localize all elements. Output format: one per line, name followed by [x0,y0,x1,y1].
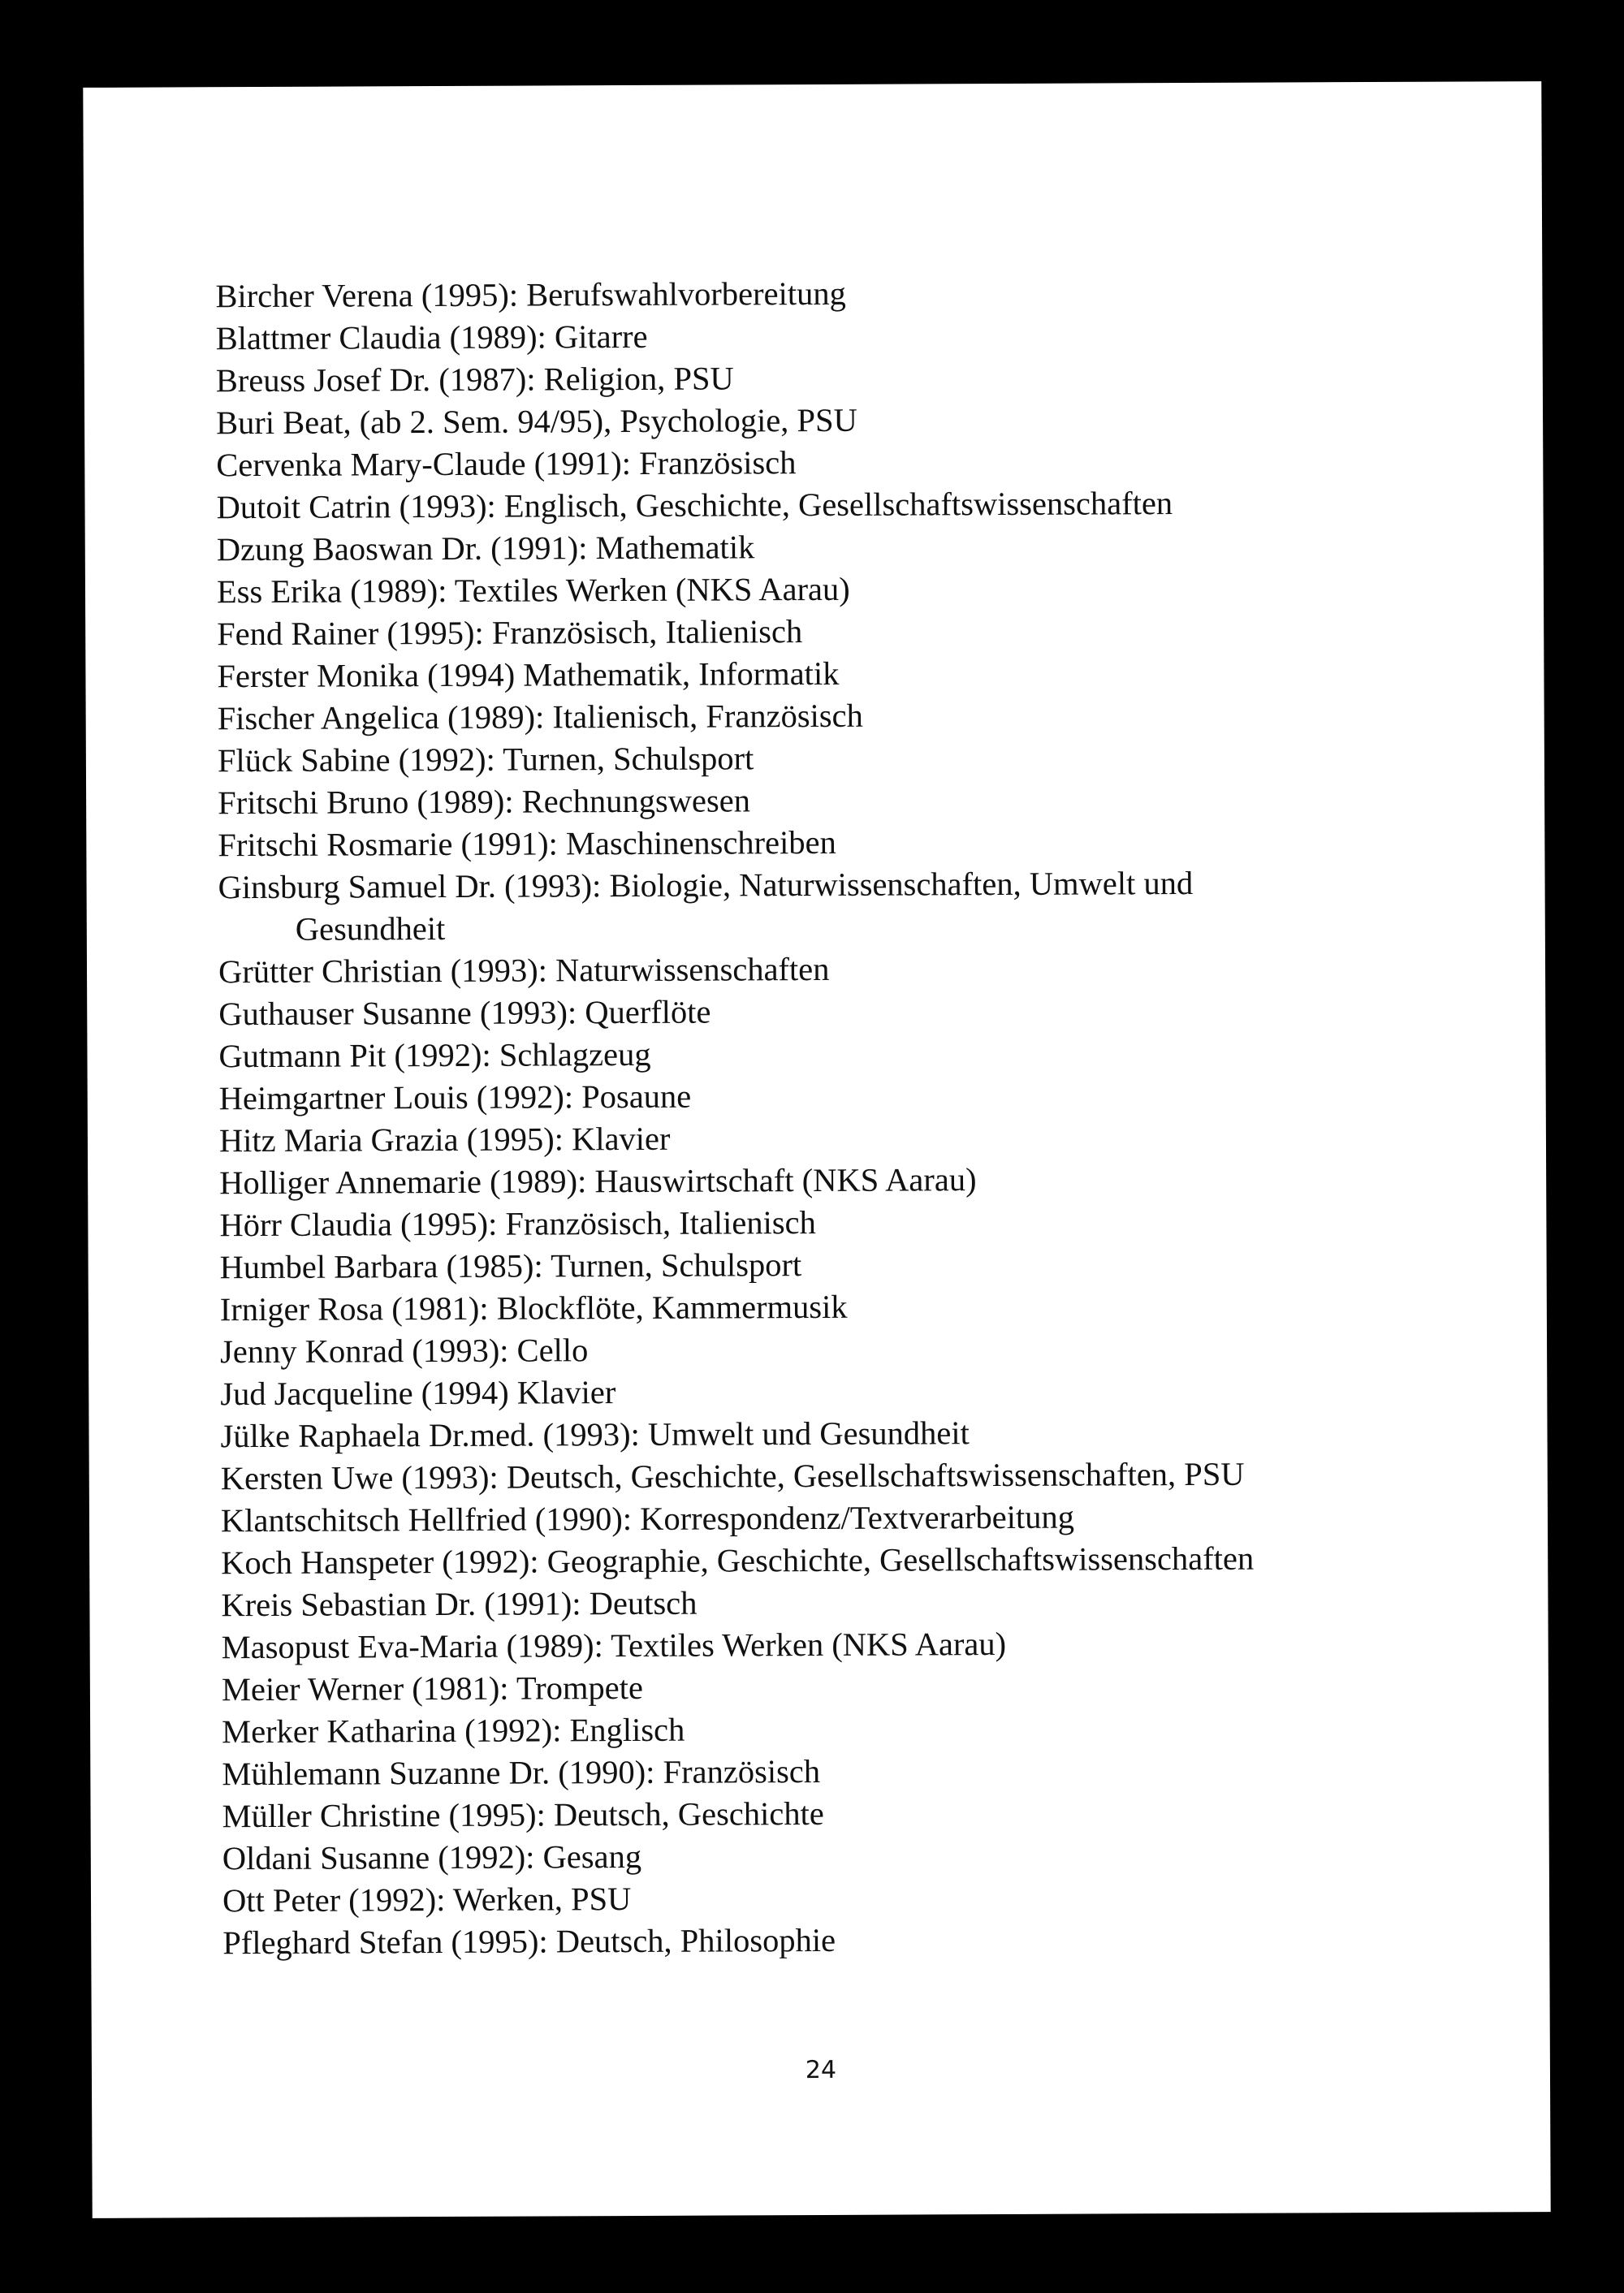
entry-text: Flück Sabine (1992): Turnen, Schulsport [217,740,754,779]
entry-text: Humbel Barbara (1985): Turnen, Schulsport [219,1246,802,1286]
entry-text: Jülke Raphaela Dr.med. (1993): Umwelt und Gesundheit [220,1414,970,1455]
list-item [222,1747,1488,1795]
entry-text: Kersten Uwe (1993): Deutsch, Geschichte, Gesellschaftswissenschaften, PSU [220,1455,1245,1497]
entry-text: Hitz Maria Grazia (1995): Klavier [218,1120,671,1159]
entry-text: Müller Christine (1995): Deutsch, Geschichte [222,1794,824,1835]
entry-text: Pfleghard Stefan (1995): Deutsch, Philosophie [222,1921,836,1962]
list-item [216,396,1483,444]
list-item [216,312,1483,360]
list-item [221,1494,1488,1542]
entry-text: Fritschi Rosmarie (1991): Maschinenschreiben [218,823,836,864]
list-item [218,987,1485,1035]
entry-text: Klantschitsch Hellfried (1990): Korrespondenz/Textverarbeitung [220,1498,1075,1539]
list-item [219,1072,1486,1120]
list-item [218,1030,1485,1077]
list-item [220,1283,1487,1331]
entry-text: Jenny Konrad (1993): Cello [219,1332,589,1371]
entry-text: Mühlemann Suzanne Dr. (1990): Französisch [222,1752,821,1793]
list-item [218,692,1484,740]
entry-text: Dzung Baoswan Dr. (1991): Mathematik [216,529,755,568]
entry-text: Ess Erika (1989): Textiles Werken (NKS Aarau) [216,570,850,611]
list-item [222,1832,1489,1880]
entry-text: Jud Jacqueline (1994) Klavier [220,1374,616,1413]
list-item [221,1452,1488,1500]
entry-text: Grütter Christian (1993): Naturwissenschaften [218,950,830,991]
entry-text: Breuss Josef Dr. (1987): Religion, PSU [215,360,734,399]
entry-text: Ferster Monika (1994) Mathematik, Informatik [217,654,840,695]
list-item [216,481,1483,529]
list-item [222,1790,1488,1837]
list-item [220,1367,1487,1415]
page-number: 24 [805,2055,837,2085]
entry-text: Kreis Sebastian Dr. (1991): Deutsch [221,1584,698,1624]
list-item [219,1114,1486,1162]
entry-text: Guthauser Susanne (1993): Querflöte [218,993,711,1033]
entry-text: Hörr Claudia (1995): Französisch, Italienisch [219,1204,816,1244]
list-item [222,1916,1489,1964]
list-item [218,945,1485,993]
entry-text: Fritschi Bruno (1989): Rechnungswesen [218,782,751,822]
list-item [222,1621,1488,1669]
entry-text: Gutmann Pit (1992): Schlagzeug [218,1035,651,1075]
list-item [221,1536,1488,1584]
list-item [222,1705,1488,1753]
list-item [218,734,1484,782]
entry-text: Fischer Angelica (1989): Italienisch, Französisch [217,697,863,737]
entry-text: Oldani Susanne (1992): Gesang [222,1837,642,1877]
list-item [218,861,1484,951]
list-item [216,354,1483,402]
entry-continuation: Gesundheit [295,909,446,948]
entry-text: Blattmer Claudia (1989): Gitarre [215,317,648,357]
list-item [219,1198,1486,1246]
document-page [83,81,1550,2218]
list-item [220,1325,1487,1373]
list-item [217,650,1484,697]
list-item [218,818,1484,866]
entry-text: Merker Katharina (1992): Englisch [222,1711,685,1751]
entry-text: Dutoit Catrin (1993): Englisch, Geschichte, Gesellschaftswissenschaften [216,485,1173,526]
entry-text: Koch Hanspeter (1992): Geographie, Geschichte, Gesellschaftswissenschaften [221,1539,1255,1582]
list-item [220,1410,1487,1457]
entry-text: Masopust Eva-Maria (1989): Textiles Werken (NKS Aarau) [221,1625,1007,1666]
entry-text: Bircher Verena (1995): Berufswahlvorbereitung [215,274,846,315]
list-item [222,1874,1489,1922]
list-item [215,270,1482,317]
entry-text: Holliger Annemarie (1989): Hauswirtschaft (NKS Aarau) [219,1161,977,1202]
list-item [217,565,1484,613]
list-item [217,607,1484,655]
entry-text: Fend Rainer (1995): Französisch, Italienisch [217,613,803,653]
list-item [220,1241,1487,1289]
entry-text: Ott Peter (1992): Werken, PSU [222,1881,632,1919]
list-item [222,1663,1488,1711]
list-item [219,1156,1486,1204]
list-item [216,438,1483,486]
teacher-list [215,270,1489,1964]
list-item [221,1578,1488,1626]
entry-text: Irniger Rosa (1981): Blockflöte, Kammermusik [219,1288,848,1328]
entry-text: Cervenka Mary-Claude (1991): Französisch [216,444,797,484]
entry-text: Buri Beat, (ab 2. Sem. 94/95), Psychologie, PSU [215,401,857,442]
list-item [217,523,1484,571]
entry-text: Meier Werner (1981): Trompete [221,1669,644,1708]
entry-text: Ginsburg Samuel Dr. (1993): Biologie, Naturwissenschaften, Umwelt und [218,864,1194,906]
list-item [218,776,1484,824]
entry-text: Heimgartner Louis (1992): Posaune [218,1077,692,1117]
